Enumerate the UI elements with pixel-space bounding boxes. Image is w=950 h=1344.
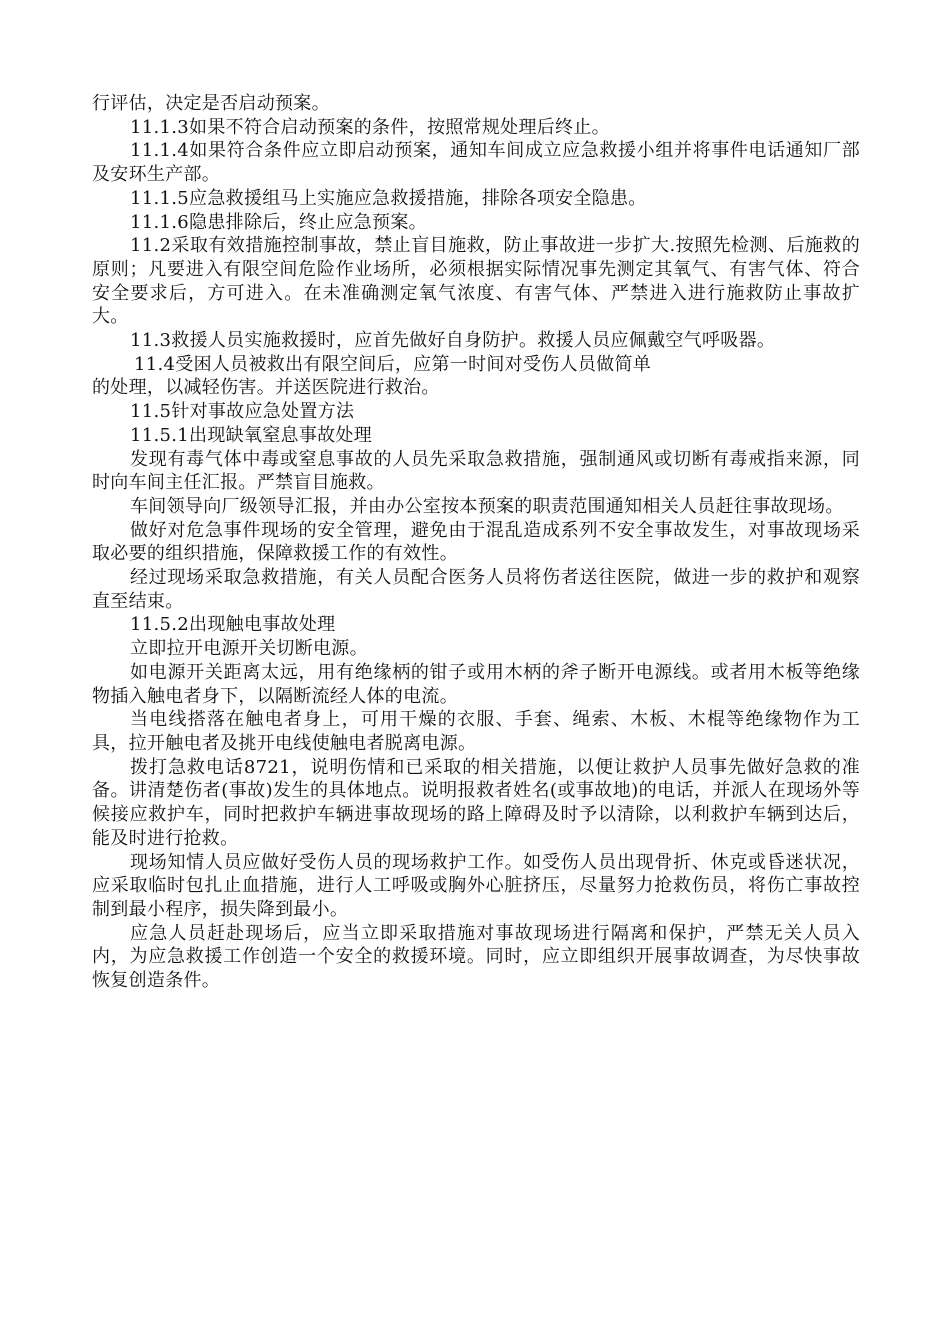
paragraph-hospital-transfer: 经过现场采取急救措施，有关人员配合医务人员将伤者送往医院，做进一步的救护和观察直至结束。 [92, 567, 860, 612]
paragraph-cut-power: 立即拉开电源开关切断电源。 [130, 638, 368, 660]
paragraph-11-4-continuation: 的处理，以减轻伤害。并送医院进行救治。 [92, 377, 440, 399]
heading-11-5-1: 11.5.1出现缺氧窒息事故处理 [130, 424, 373, 446]
paragraph-11-1-5: 11.1.5应急救援组马上实施应急救援措施，排除各项安全隐患。 [130, 187, 647, 209]
heading-11-5-2: 11.5.2出现触电事故处理 [130, 614, 336, 636]
paragraph-11-3: 11.3救援人员实施救援时，应首先做好自身防护。救援人员应佩戴空气呼吸器。 [130, 330, 776, 352]
paragraph-site-safety: 做好对危急事件现场的安全管理，避免由于混乱造成系列不安全事故发生，对事故现场采取必要的组织措施，保障救援工作的有效性。 [92, 519, 860, 565]
paragraph-remove-wire: 当电线搭落在触电者身上，可用干燥的衣服、手套、绳索、木板、木棍等绝缘物作为工具，拉开触电者及挑开电线使触电者脱离电源。 [92, 709, 860, 754]
paragraph-11-4: 11.4受困人员被救出有限空间后，应第一时间对受伤人员做简单 [134, 353, 652, 375]
paragraph-report-leaders: 车间领导向厂级领导汇报，并由办公室按本预案的职责范围通知相关人员赶往事故现场。 [130, 495, 844, 517]
paragraph-11-2: 11.2采取有效措施控制事故，禁止盲目施救，防止事故进一步扩大.按照先检测、后施救的原则；凡要进入有限空间危险作业场所，必须根据实际情况事先测定其氧气、有害气体、符合安全要求后，方可进入。在未准确测定氧气浓度、有害气体、严禁进入进行施救防止事故扩大。 [92, 235, 860, 328]
heading-11-5: 11.5针对事故应急处置方法 [130, 401, 355, 423]
paragraph-insulated-tools: 如电源开关距离太远，用有绝缘柄的钳子或用木柄的斧子断开电源线。或者用木板等绝缘物插入触电者身下，以隔断流经人体的电流。 [92, 661, 860, 707]
paragraph-11-1-6: 11.1.6隐患排除后，终止应急预案。 [130, 211, 427, 233]
paragraph-11-1-4: 11.1.4如果符合条件应立即启动预案，通知车间成立应急救援小组并将事件电话通知厂部及安环生产部。 [92, 140, 860, 186]
paragraph-asphyxia-response: 发现有毒气体中毒或窒息事故的人员先采取急救措施，强制通风或切断有毒戒指来源，同时向车间主任汇报。严禁盲目施救。 [92, 448, 860, 494]
paragraph-11-1-3: 11.1.3如果不符合启动预案的条件，按照常规处理后终止。 [130, 116, 610, 138]
paragraph-emergency-call: 拨打急救电话8721，说明伤情和已采取的相关措施，以便让救护人员事先做好急救的准备。讲清楚伤者(事故)发生的具体地点。说明报救者姓名(或事故地)的电话，并派人在现场外等候接应救护车，同时把救护车辆进事故现场的路上障碍及时予以清除，以利救护车辆到达后，能及时进行抢救。 [92, 756, 860, 849]
paragraph-evaluate-continuation: 行评估，决定是否启动预案。 [92, 93, 330, 114]
paragraph-first-aid: 现场知情人员应做好受伤人员的现场救护工作。如受伤人员出现骨折、休克或昏迷状况，应采取临时包扎止血措施，进行人工呼吸或胸外心脏挤压，尽量努力抢救伤员，将伤亡事故控制到最小程序，损失降到最小。 [92, 851, 860, 920]
document-body [92, 92, 860, 993]
paragraph-isolate-scene: 应急人员赶赴现场后，应当立即采取措施对事故现场进行隔离和保护，严禁无关人员入内，为应急救援工作创造一个安全的救援环境。同时，应立即组织开展事故调查，为尽快事故恢复创造条件。 [92, 922, 860, 992]
